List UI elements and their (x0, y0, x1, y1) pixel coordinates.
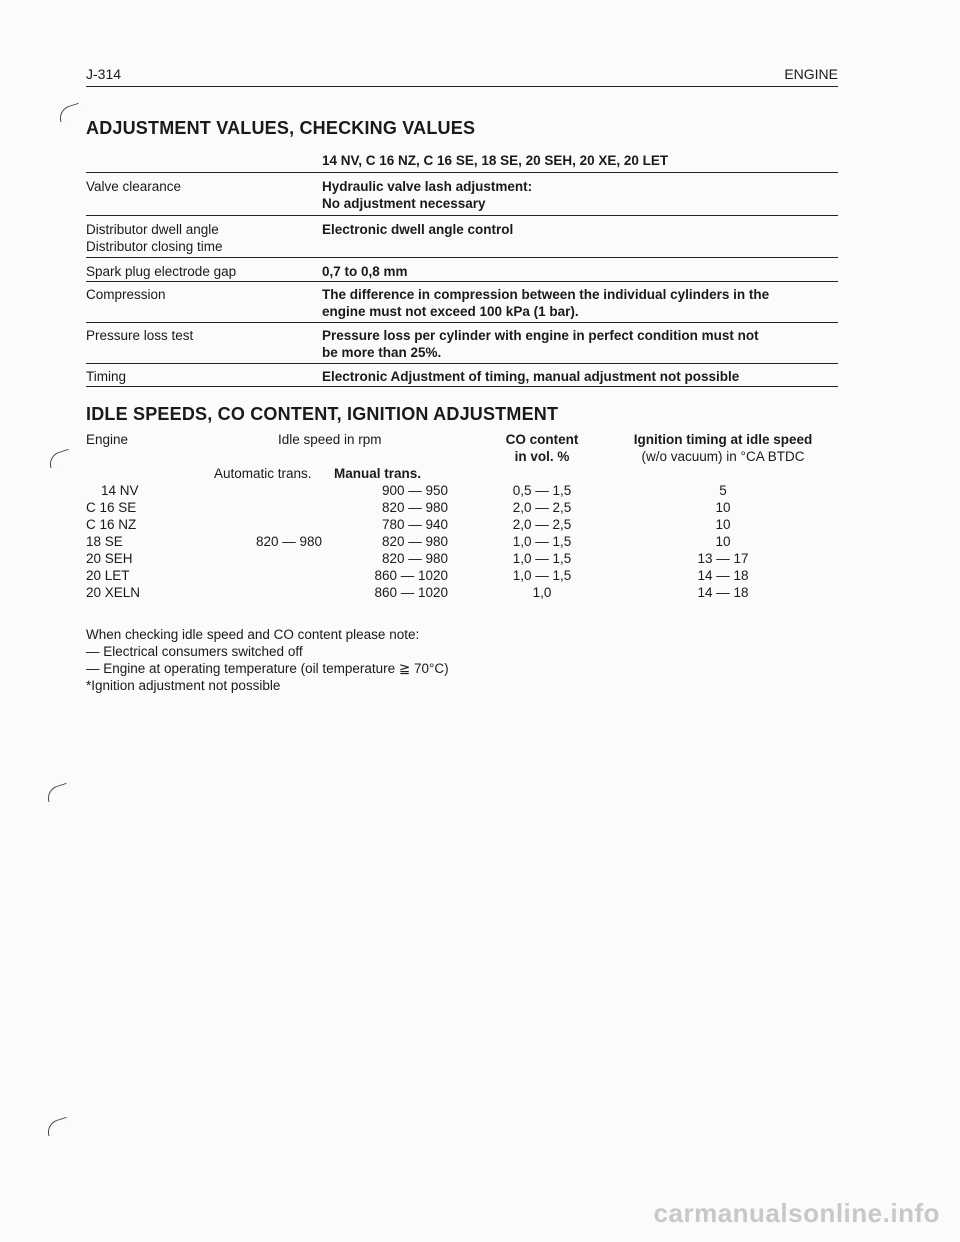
table-rule (86, 363, 838, 364)
cell-manual: 780 — 940 (381, 517, 448, 532)
table-rule (86, 281, 838, 282)
col-engine: Engine (86, 432, 129, 447)
value-compression-1: The difference in compression between the individual cylinders in the (322, 287, 770, 302)
header-rule (86, 86, 838, 87)
col-automatic: Automatic trans. (214, 466, 312, 481)
cell-automatic: 820 — 980 (255, 534, 322, 549)
table-rule (86, 322, 838, 323)
label-valve-clearance: Valve clearance (86, 179, 182, 194)
table-rule (86, 172, 838, 173)
cell-engine: 20 SEH (86, 551, 133, 566)
cell-engine: 20 XELN (86, 585, 141, 600)
col-ign-2: (w/o vacuum) in °CA BTDC (641, 449, 805, 464)
cell-manual: 860 — 1020 (374, 568, 448, 583)
cell-manual: 820 — 980 (381, 551, 448, 566)
label-dwell-angle: Distributor dwell angle (86, 222, 219, 237)
idle-title: IDLE SPEEDS, CO CONTENT, IGNITION ADJUSTMENT (86, 404, 559, 424)
models-heading: 14 NV, C 16 NZ, C 16 SE, 18 SE, 20 SEH, 20 XE, 20 LET (322, 153, 669, 168)
col-manual: Manual trans. (334, 466, 422, 481)
cell-engine: 20 LET (86, 568, 130, 583)
value-pressure-loss-1: Pressure loss per cylinder with engine in perfect condition must not (322, 328, 759, 343)
col-ign-1: Ignition timing at idle speed (633, 432, 813, 447)
cell-co: 1,0 — 1,5 (512, 551, 572, 566)
col-idle-speed: Idle speed in rpm (278, 432, 382, 447)
section-name: ENGINE (784, 66, 838, 82)
cell-manual: 900 — 950 (381, 483, 448, 498)
cell-ignition: 10 (715, 500, 731, 515)
margin-mark (57, 103, 83, 122)
col-co-1: CO content (505, 432, 579, 447)
note-item: — Electrical consumers switched off (86, 644, 303, 659)
cell-co: 2,0 — 2,5 (512, 517, 572, 532)
cell-manual: 820 — 980 (381, 500, 448, 515)
cell-engine: 18 SE (86, 534, 123, 549)
cell-manual: 860 — 1020 (374, 585, 448, 600)
label-compression: Compression (86, 287, 166, 302)
table-rule (86, 215, 838, 216)
label-timing: Timing (86, 369, 127, 384)
label-pressure-loss: Pressure loss test (86, 328, 194, 343)
cell-co: 1,0 (532, 585, 552, 600)
table-rule (86, 257, 838, 258)
cell-engine: C 16 NZ (86, 517, 137, 532)
page-number: J-314 (86, 66, 122, 82)
value-dwell-angle: Electronic dwell angle control (322, 222, 514, 237)
note-item: — Engine at operating temperature (oil temperature ≧ 70°C) (86, 661, 449, 676)
margin-mark (45, 783, 71, 802)
cell-ignition: 10 (715, 534, 731, 549)
cell-engine: 14 NV (101, 483, 139, 498)
value-timing: Electronic Adjustment of timing, manual adjustment not possible (322, 369, 740, 384)
cell-ignition: 14 — 18 (697, 585, 749, 600)
notes-intro: When checking idle speed and CO content please note: (86, 627, 420, 642)
cell-engine: C 16 SE (86, 500, 137, 515)
cell-ignition: 10 (715, 517, 731, 532)
cell-co: 0,5 — 1,5 (512, 483, 572, 498)
value-valve-clearance-1: Hydraulic valve lash adjustment: (322, 179, 533, 194)
footnote: *Ignition adjustment not possible (86, 678, 281, 693)
cell-manual: 820 — 980 (381, 534, 448, 549)
value-pressure-loss-2: be more than 25%. (322, 345, 442, 360)
value-valve-clearance-2: No adjustment necessary (322, 196, 486, 211)
label-spark-gap: Spark plug electrode gap (86, 264, 237, 279)
cell-ignition: 13 — 17 (697, 551, 749, 566)
margin-mark (45, 1117, 71, 1136)
col-co-2: in vol. % (514, 449, 570, 464)
label-closing-time: Distributor closing time (86, 239, 223, 254)
cell-co: 1,0 — 1,5 (512, 568, 572, 583)
cell-ignition: 14 — 18 (697, 568, 749, 583)
cell-co: 2,0 — 2,5 (512, 500, 572, 515)
margin-mark (47, 449, 73, 468)
value-spark-gap: 0,7 to 0,8 mm (322, 264, 408, 279)
adjustment-title: ADJUSTMENT VALUES, CHECKING VALUES (86, 118, 476, 138)
value-compression-2: engine must not exceed 100 kPa (1 bar). (322, 304, 579, 319)
watermark: carmanualsonline.info (653, 1198, 940, 1228)
cell-ignition: 5 (719, 483, 727, 498)
table-rule (86, 386, 838, 387)
cell-co: 1,0 — 1,5 (512, 534, 572, 549)
